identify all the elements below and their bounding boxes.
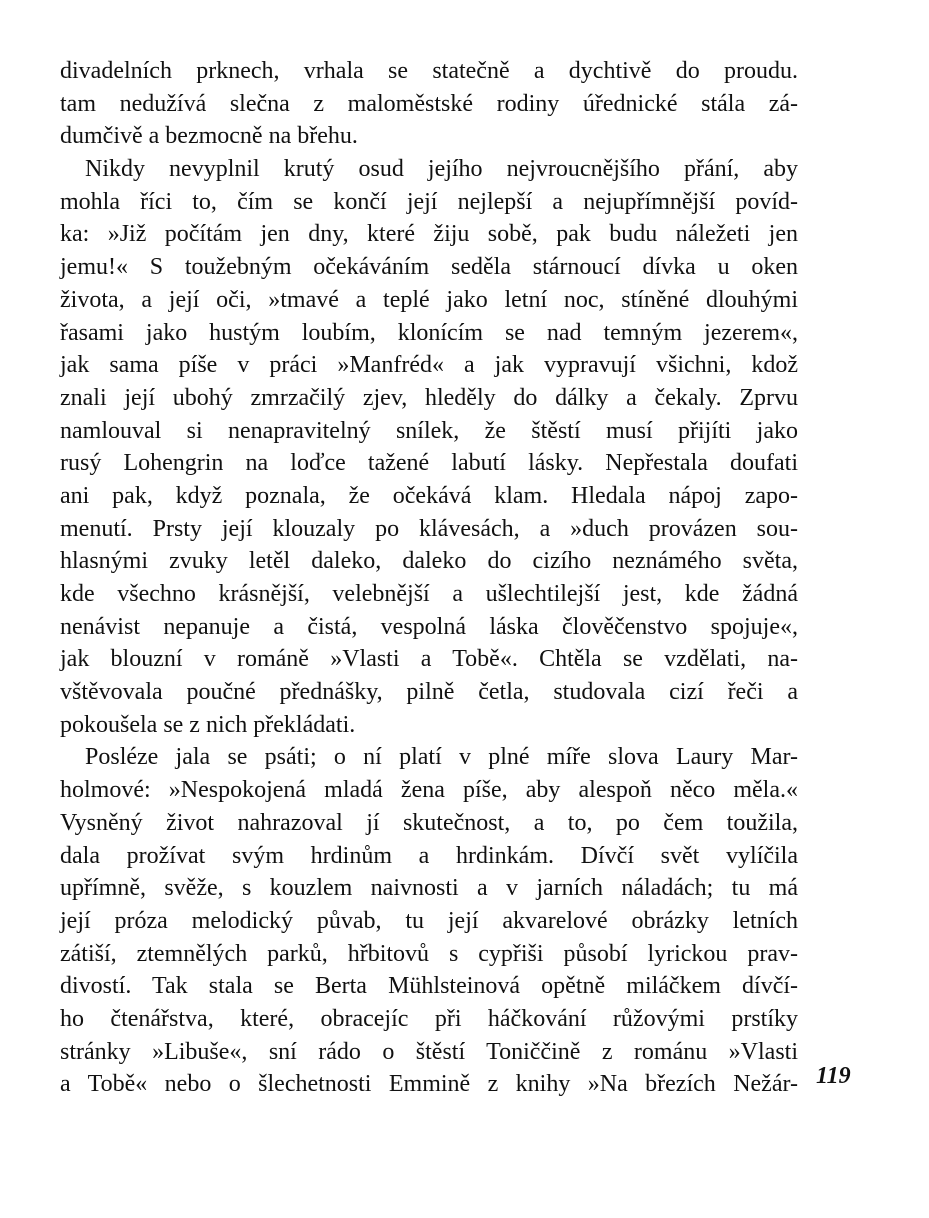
text-line: nenávist nepanuje a čistá, vespolná láska člověčenstvo spojuje«, (60, 613, 798, 640)
text-line: znali její ubohý zmrzačilý zjev, hleděly do dálky a čekaly. Zprvu (60, 384, 798, 411)
text-line: upřímně, svěže, s kouzlem naivnosti a v jarních náladách; tu má (60, 875, 798, 902)
text-line: divostí. Tak stala se Berta Mühlsteinová opětně miláčkem dívčí- (60, 973, 798, 1000)
text-line: vštěvovala poučné přednášky, pilně četla, studovala cizí řeči a (60, 679, 798, 706)
text-line: dumčivě a bezmocně na břehu. (60, 123, 358, 150)
page-number: 119 (816, 1063, 851, 1089)
text-line: stránky »Libuše«, sní rádo o štěstí Toniččině z románu »Vlasti (60, 1038, 798, 1065)
text-line: jemu!« S toužebným očekáváním seděla stárnoucí dívka u oken (60, 254, 798, 281)
text-line: holmové: »Nespokojená mladá žena píše, aby alespoň něco měla.« (60, 777, 798, 804)
text-line: hlasnými zvuky letěl daleko, daleko do cizího neznámého světa, (60, 548, 798, 575)
text-line: Posléze jala se psáti; o ní platí v plné míře slova Laury Mar- (85, 744, 798, 771)
text-line: a Tobě« nebo o šlechetnosti Emmině z knihy »Na březích Nežár- (60, 1071, 798, 1098)
text-line: řasami jako hustým loubím, klonícím se nad temným jezerem«, (60, 319, 798, 346)
text-line: jak sama píše v práci »Manfréd« a jak vypravují všichni, kdož (60, 352, 798, 379)
text-line: jak blouzní v románě »Vlasti a Tobě«. Chtěla se vzdělati, na- (60, 646, 798, 673)
text-line: rusý Lohengrin na loďce tažené labutí lásky. Nepřestala doufati (60, 450, 798, 477)
text-line: mohla říci to, čím se končí její nejlepší a nejupřímnější povíd- (60, 188, 798, 215)
text-line: ka: »Již počítám jen dny, které žiju sobě, pak budu náležeti jen (60, 221, 798, 248)
text-line: menutí. Prsty její klouzaly po klávesách, a »duch provázen sou- (60, 515, 798, 542)
text-line: namlouval si nenapravitelný snílek, že štěstí musí přijíti jako (60, 417, 798, 444)
text-line: kde všechno krásnější, velebnější a ušlechtilejší jest, kde žádná (60, 581, 798, 607)
text-line: pokoušela se z nich překládati. (60, 711, 356, 738)
text-line: ho čtenářstva, které, obracejíc při háčkování růžovými prstíky (60, 1005, 798, 1032)
text-line: Vysněný život nahrazoval jí skutečnost, a to, po čem toužila, (60, 809, 798, 836)
text-line: ani pak, když poznala, že očekává klam. Hledala nápoj zapo- (60, 482, 798, 509)
text-line: zátiší, ztemnělých parků, hřbitovů s cypřiši působí lyrickou prav- (60, 940, 798, 967)
text-line: dala prožívat svým hrdinům a hrdinkám. Dívčí svět vylíčila (60, 842, 798, 869)
text-line: její próza melodický půvab, tu její akvarelové obrázky letních (60, 907, 798, 934)
text-line: tam nedužívá slečna z maloměstské rodiny úřednické stála zá- (60, 90, 798, 117)
body-text (60, 55, 798, 1101)
text-line: divadelních prknech, vrhala se statečně a dychtivě do proudu. (60, 58, 798, 84)
text-line: Nikdy nevyplnil krutý osud jejího nejvroucnějšího přání, aby (85, 156, 798, 183)
text-line: života, a její oči, »tmavé a teplé jako letní noc, stíněné dlouhými (60, 286, 798, 313)
